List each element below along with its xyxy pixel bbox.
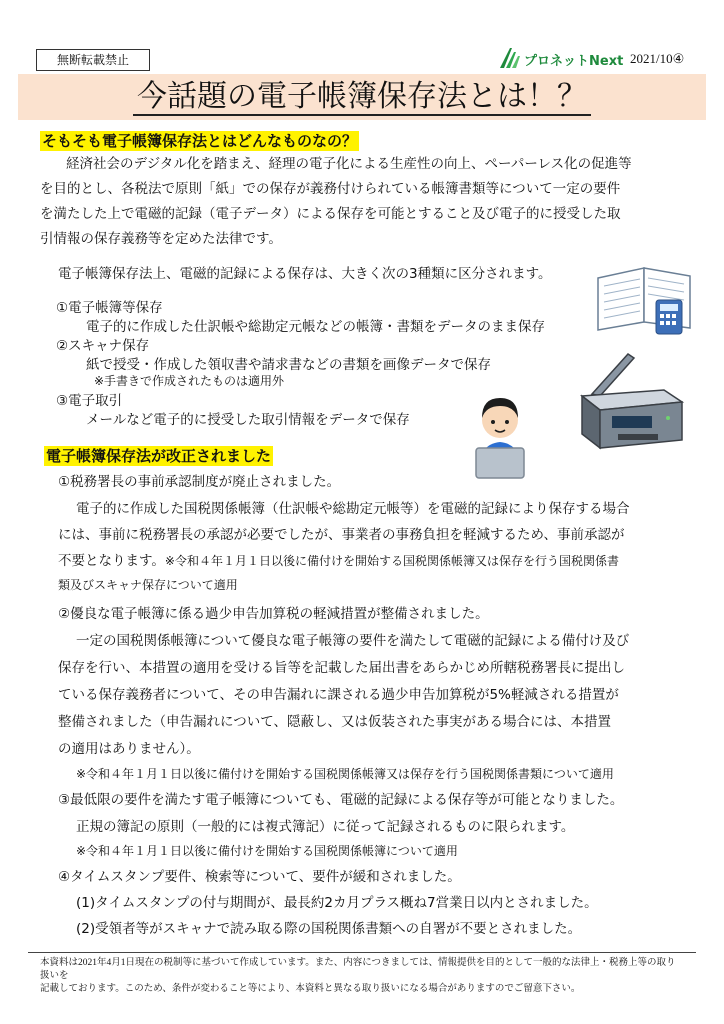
logo-mark-icon [498,44,524,70]
title-banner [18,74,706,120]
list-item-desc: 電子的に作成した仕訳帳や総勘定元帳などの帳簿・書類をデータのまま保存 [86,319,545,335]
footer-disclaimer [40,957,680,996]
categories-intro: 電子帳簿保存法上、電磁的記録による保存は、大きく次の3種類に区分されます。 [58,266,552,282]
footer-line: 本資料は2021年4月1日現在の税制等に基づいて作成しています。また、内容につきましては、情報提供を目的として一般的な法律上・税務上等の取り扱いを [40,958,676,981]
section-heading-revision: 電子帳簿保存法が改正されました [46,447,272,465]
para-line [58,549,619,569]
para-text: 不要となります。 [58,553,165,569]
para-line: を目的とし、各税法で原則「紙」での保存が義務付けられている帳簿書類等について一定の要件 [40,181,621,197]
scanner-illustration [572,350,692,456]
para-line: 引情報の保存義務等を定めた法律です。 [40,231,282,247]
application-note: ※令和４年１月１日以後に備付けを開始する国税関係帳簿又は保存を行う国税関係書 [164,554,619,568]
application-note: ※令和４年１月１日以後に備付けを開始する国税関係帳簿について適用 [76,844,458,858]
footer-line: 記載しております。このため、条件が変わること等により、本資料と異なる取り扱いになる場合がありますのでご留意下さい。 [40,984,581,994]
page-title: 今話題の電子帳簿保存法とは！？ [18,74,706,120]
no-reproduction-notice: 無断転載禁止 [36,49,150,71]
para-line: には、事前に税務署長の承認が必要でしたが、事業者の事務負担を軽減するため、事前承認が [58,527,625,543]
section-heading-what-is: そもそも電子帳簿保存法とはどんなものなの？ [42,132,358,150]
revision-point-1-title: ①税務署長の事前承認制度が廃止されました。 [58,474,341,490]
para-line: 整備されました（申告漏れについて、隠蔽し、又は仮装された事実がある場合には、本措置 [58,714,611,730]
list-item-title: ①電子帳簿等保存 [56,300,163,316]
ledger-book-illustration [594,262,694,336]
revision-point-2-title: ②優良な電子帳簿に係る過少申告加算税の軽減措置が整備されました。 [58,606,489,622]
list-item-title: ③電子取引 [56,393,123,409]
para-line: 一定の国税関係帳簿について優良な電子帳簿の要件を満たして電磁的記録による備付け及び [76,633,630,649]
list-item-desc: メールなど電子的に授受した取引情報をデータで保存 [86,412,410,428]
para-line: ている保存義務者について、その申告漏れに課される過少申告加算税が5%軽減される措置が [58,687,619,703]
revision-point-3-title: ③最低限の要件を満たす電子帳簿についても、電磁的記録による保存等が可能となりました。 [58,792,624,808]
para-line: を満たした上で電磁的記録（電子データ）による保存を可能とすること及び電子的に授受した取 [40,206,621,222]
para-line: 経済社会のデジタル化を踏まえ、経理の電子化による生産性の向上、ペーパーレス化の促進等 [66,156,632,172]
person-with-laptop-illustration [468,384,532,480]
logo-name: プロネットNext [524,54,624,69]
para-line: の適用はありません）。 [58,741,200,757]
para-line: 保存を行い、本措置の適用を受ける旨等を記載した届出書をあらかじめ所轄税務署長に提出し [58,660,625,676]
list-item-title: ②スキャナ保存 [56,338,150,354]
application-note: ※令和４年１月１日以後に備付けを開始する国税関係帳簿又は保存を行う国税関係書類について適用 [76,767,614,781]
para-line: 正規の簿記の原則（一般的には複式簿記）に従って記録されるものに限られます。 [76,819,575,835]
list-item-desc: 紙で授受・作成した領収書や請求書などの書類を画像データで保存 [86,357,491,373]
footer-divider [28,952,696,953]
revision-point-4-title: ④タイムスタンプ要件、検索等について、要件が緩和されました。 [58,869,461,885]
issue-date: 2021/10④ [630,51,685,66]
sub-item: (1)タイムスタンプの付与期間が、最長約2カ月プラス概ね7営業日以内とされました。 [76,895,598,911]
company-logo [498,44,634,70]
list-item-note: ※手書きで作成されたものは適用外 [94,374,285,388]
sub-item: (2)受領者等がスキャナで読み取る際の国税関係書類への自署が不要とされました。 [76,921,582,937]
application-note: 類及びスキャナ保存について適用 [58,578,238,592]
laptop-icon [476,448,524,478]
para-line: 電子的に作成した国税関係帳簿（仕訳帳や総勘定元帳等）を電磁的記録により保存する場合 [76,501,630,517]
